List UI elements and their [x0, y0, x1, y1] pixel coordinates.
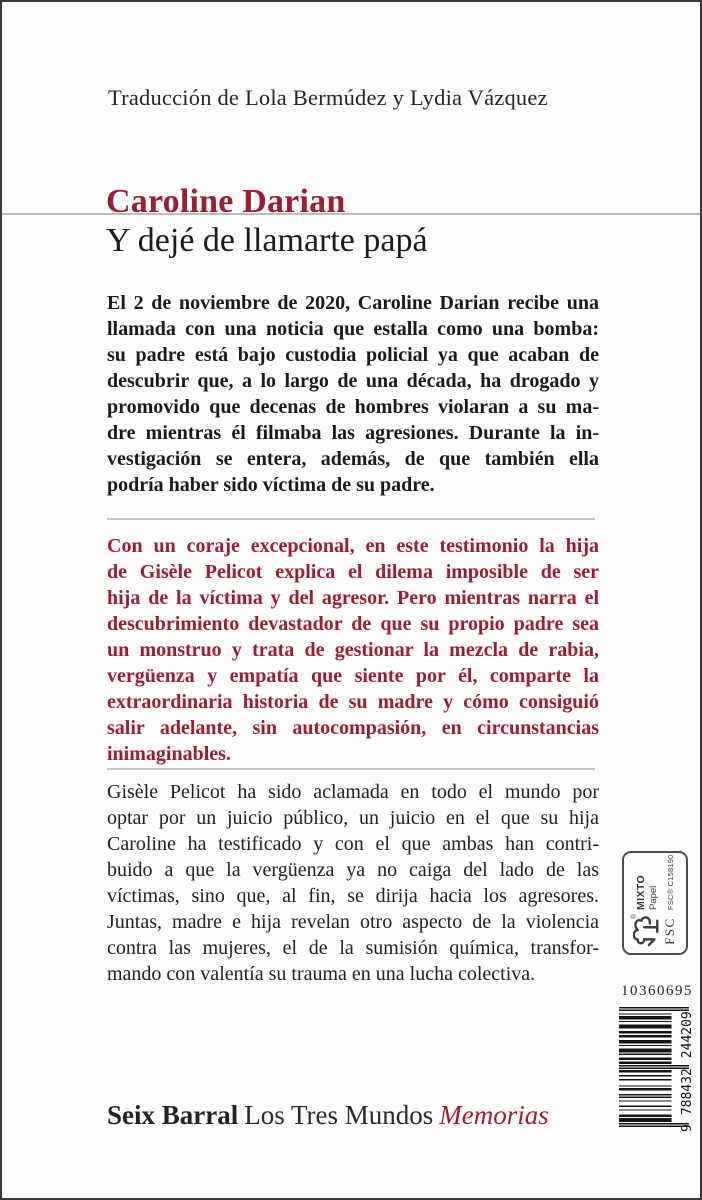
text-line: extraordinaria historia de su madre y cómo consiguió — [107, 691, 599, 713]
text-line: contra las mujeres, el de la sumisión química, transfor- — [107, 937, 599, 959]
text-line: descubrir que, a lo largo de una década, ha drogado y — [107, 370, 599, 392]
barcode-bars — [619, 1007, 689, 1127]
text-line: salir adelante, sin autocompasión, en circunstancias — [107, 717, 599, 739]
text-line: Gisèle Pelicot ha sido aclamada en todo el mundo por — [107, 781, 599, 803]
fsc-text-block — [635, 855, 675, 914]
text-line: vestigación se entera, además, de que también ella — [107, 448, 599, 470]
print-code: 10360695 — [621, 983, 693, 999]
text-line: un monstruo y trata de gestionar la mezcla de rabia, — [107, 639, 599, 661]
registered-mark: ® — [630, 914, 638, 920]
synopsis-paragraph — [107, 290, 599, 498]
barcode-digit-prefix: 9 — [680, 1124, 695, 1132]
text-line: Con un coraje excepcional, en este testimonio la hija — [107, 535, 599, 557]
fsc-license: FSC® C158190 — [666, 854, 675, 910]
fsc-logo-block — [630, 914, 678, 948]
fsc-material: Papel — [648, 885, 659, 910]
text-line: llamada con una noticia que estalla como una bomba: — [107, 318, 599, 340]
text-line: descubrimiento devastador de que su propio padre sea — [107, 613, 599, 635]
imprint-line — [107, 1100, 549, 1130]
barcode — [617, 1004, 695, 1132]
book-title: Y dejé de llamarte papá — [106, 222, 428, 259]
text-line: víctimas, sino que, al fin, se dirija hacia los agresores. — [107, 885, 599, 907]
text-line: mando con valentía su trauma en una lucha colectiva. — [107, 963, 536, 985]
barcode-digits-group2: 244209 — [680, 1011, 695, 1059]
text-line: de Gisèle Pelicot explica el dilema imposible de ser — [107, 561, 599, 583]
genre-label: Memorias — [439, 1100, 549, 1130]
barcode-number — [680, 1004, 695, 1132]
acclaim-paragraph — [107, 779, 599, 987]
fsc-label — [622, 851, 688, 955]
author-name: Caroline Darian — [106, 183, 346, 220]
fsc-cert-type: MIXTO — [635, 874, 647, 910]
publisher-name: Seix Barral — [107, 1100, 239, 1130]
collection-name: Los Tres Mundos — [244, 1100, 434, 1130]
text-line: vergüenza y empatía que siente por él, comparte la — [107, 665, 599, 687]
divider-rule-bottom — [107, 768, 595, 770]
text-line: Juntas, madre e hija revelan otro aspecto de la violencia — [107, 911, 599, 933]
blurb-paragraph-red — [107, 533, 599, 767]
translator-line: Traducción de Lola Bermúdez y Lydia Vázquez — [108, 85, 548, 110]
text-line: podría haber sido víctima de su padre. — [107, 474, 435, 496]
barcode-digits-group1: 788432 — [680, 1068, 695, 1116]
text-line: dre mientras él filmaba las agresiones. Durante la in- — [107, 422, 599, 444]
text-line: buido a que la vergüenza ya no caiga del lado de las — [107, 859, 599, 881]
fsc-wordmark: FSC — [661, 917, 677, 945]
divider-rule-top — [107, 518, 595, 520]
text-line: hija de la víctima y del agresor. Pero mientras narra el — [107, 587, 599, 609]
text-line: optar por un juicio público, un juicio en el que su hija — [107, 807, 599, 829]
text-line: su padre está bajo custodia policial ya que acaban de — [107, 344, 599, 366]
text-line: promovido que decenas de hombres violaran a su ma- — [107, 396, 599, 418]
text-line: Caroline ha testificado y con el que ambas han contri- — [107, 833, 599, 855]
text-line: El 2 de noviembre de 2020, Caroline Darian recibe una — [107, 292, 599, 314]
text-line: inimaginables. — [107, 743, 231, 765]
